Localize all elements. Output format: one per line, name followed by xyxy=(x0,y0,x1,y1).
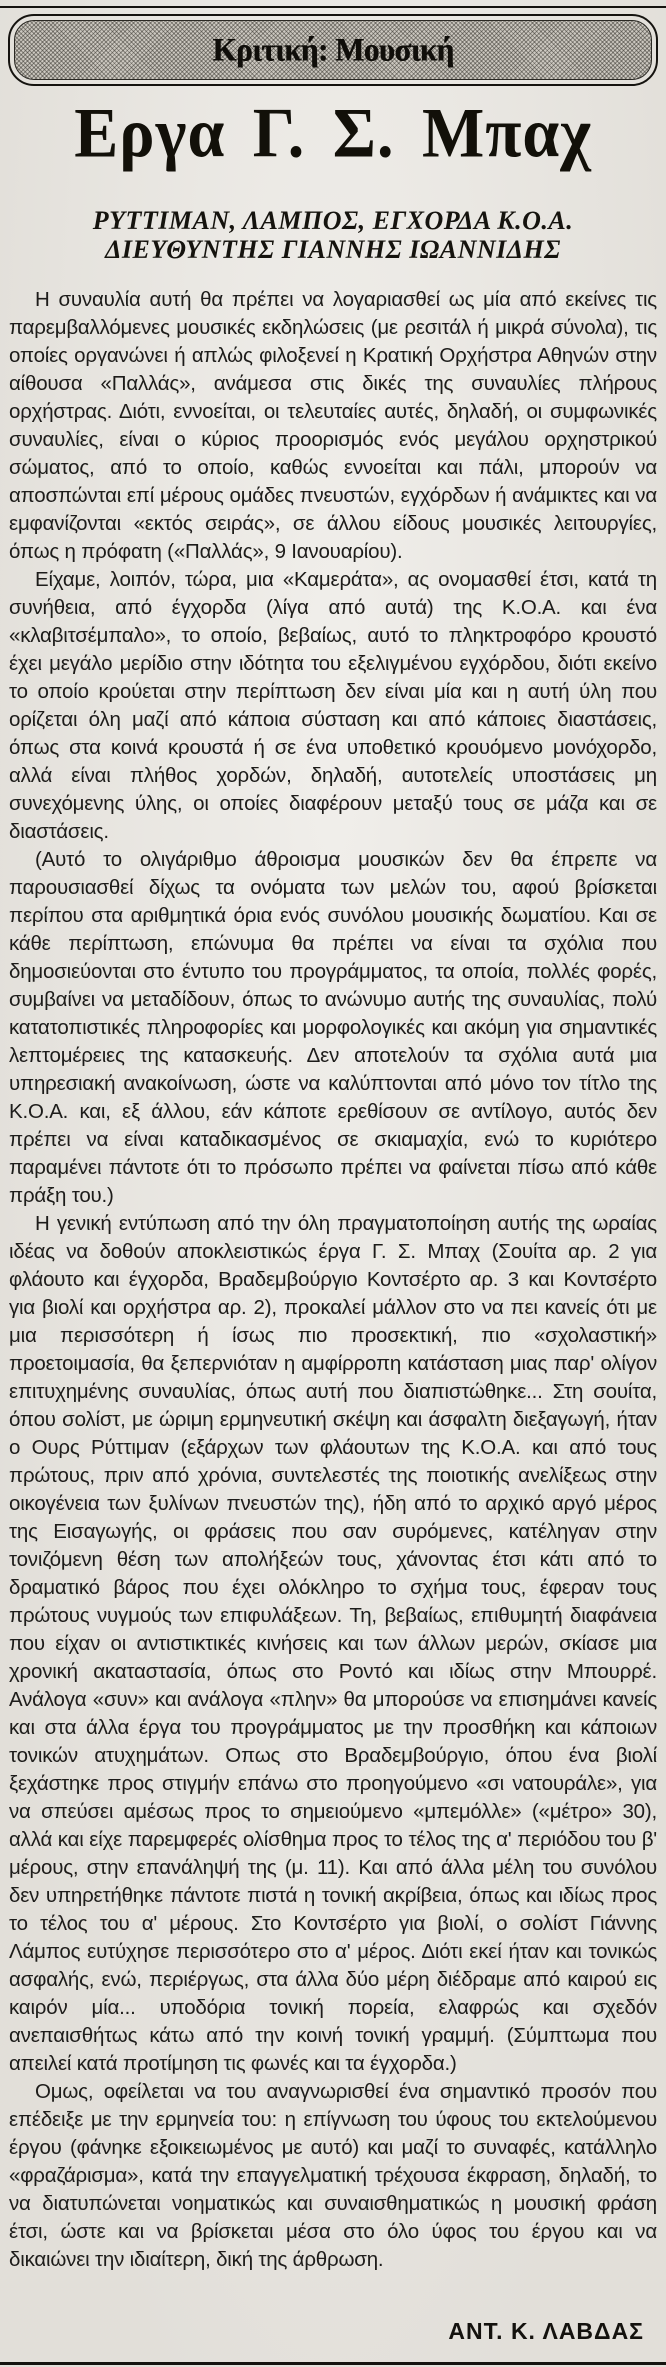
top-rule xyxy=(0,6,666,8)
paragraph-3: (Αυτό το ολιγάριθμο άθροισμα μουσικών δεν θα έπρεπε να παρουσιασθεί δίχως τα ονόματα των μελών του, αφού βρίσκεται περίπου στα αριθμητικά όρια ενός συνόλου μουσικής δωματίου. Και σε κάθε περίπτωση, επώνυμα θα πρέπει να είναι τα σχόλια που δημοσιεύονται στο έντυπο του προγράμματος, τα οποία, πολλές φορές, συμβαίνει να μεταδίδουν, όπως το ανώνυμο αυτής της συναυλίας, πολύ κατατοπιστικές πληροφορίες και μορφολογικές και ακόμη για σημαντικές λεπτομέρειες της κατασκευής. Δεν αποτελούν τα σχόλια αυτά μια υπηρεσιακή ανακοίνωση, ώστε να καλύπτονται από μόνο τον τίτλο της Κ.Ο.Α. και, εξ άλλου, εάν κάποτε ερεθίσουν σε αντίλογο, αυτός δεν πρέπει να είναι καταδικασμένος σε σκιαμαχία, ενώ το κυριότερο παραμένει πάντοτε ότι το πρόσωπο πρέπει να φαίνεται πίσω από κάθε πράξη του.) xyxy=(9,848,657,1207)
paragraph-1: Η συναυλία αυτή θα πρέπει να λογαριασθεί ως μία από εκείνες τις παρεμβαλλόμενες μουσικές εκδηλώσεις (με ρεσιτάλ ή μικρά σύνολα), τις οποίες οργανώνει ή απλώς φιλοξενεί η Κρατική Ορχήστρα Αθηνών στην αίθουσα «Παλλάς», ανάμεσα στις δικές της συναυλίες πλήρους ορχήστρας. Διότι, εννοείται, οι τελευταίες αυτές, δηλαδή, οι συμφωνικές συναυλίες, είναι ο κύριος προορισμός ενός μεγάλου ορχηστρικού σώματος, από το οποίο, καθώς εννοείται και πάλι, μπορούν να αποσπώνται επί μέρους ομάδες πνευστών, εγχόρδων ή ανάμικτες και να εμφανίζονται «εκτός σειράς», σε άλλου είδους μουσικές λειτουργίες, όπως η πρόφατη («Παλλάς», 9 Ιανουαρίου). xyxy=(9,288,657,563)
article-subtitle xyxy=(0,206,666,264)
article-body xyxy=(9,286,657,2274)
paragraph-5: Ομως, οφείλεται να του αναγνωρισθεί ένα σημαντικό προσόν που επέδειξε με την ερμηνεία του: η επίγνωση του ύφους του εκτελούμενου έργου (φάνηκε εξοικειωμένος με αυτό) και μαζί το συναφές, κατάλληλο «φραζάρισμα», κατά την επαγγελματική τρέχουσα έκφραση, δηλαδή, το να διατυπώνεται νοηματικώς και συναισθηματικώς η μουσική φράση έτσι, ώστε και να βρίσκεται μέσα στο όλο ύφος του έργου και να δικαιώνει την ιδιαίτερη, δική της άρθρωση. xyxy=(9,2080,657,2271)
paragraph-2: Είχαμε, λοιπόν, τώρα, μια «Καμεράτα», ας ονομασθεί έτσι, κατά τη συνήθεια, από έγχορδα (λίγα από αυτά) της Κ.Ο.Α. και ένα «κλαβιτσέμπαλο», το οποίο, βεβαίως, αυτό το πληκτροφόρο κρουστό έχει μεγάλο μερίδιο στην ιδότητα του εξελιγμένου εγχόρδου, διότι εκείνο το οποίο κρούεται στην περίπτωση δεν είναι μία και η αυτή ύλη που ορίζεται όλη μαζί από κάποια σύσταση και από κάποιες διαστάσεις, όπως στα κοινά κρουστά ή σε ένα υποθετικό κρουόμενο μονόχορδο, αλλά είναι πλήθος χορδών, δηλαδή, αυτοτελείς υποστάσεις μη συνεχόμενης ύλης, οι οποίες διαφέρουν μεταξύ τους σε μάζα και σε διαστάσεις. xyxy=(9,568,657,843)
subtitle-line-1: ΡΥΤΤΙΜΑΝ, ΛΑΜΠΟΣ, ΕΓΧΟΡΔΑ Κ.Ο.Α. xyxy=(92,206,574,235)
article-headline: Εργα Γ. Σ. Μπαχ xyxy=(74,94,592,173)
bottom-rule xyxy=(0,2362,666,2365)
subtitle-line-2: ΔΙΕΥΘΥΝΤΗΣ ΓΙΑΝΝΗΣ ΙΩΑΝΝΙΔΗΣ xyxy=(105,235,561,264)
byline: ΑΝΤ. Κ. ΛΑΒΔΑΣ xyxy=(448,2318,644,2344)
section-banner-label: Κριτική: Μουσική xyxy=(212,31,454,68)
section-banner-pill xyxy=(14,20,652,80)
paragraph-4: Η γενική εντύπωση από την όλη πραγματοποίηση αυτής της ωραίας ιδέας να δοθούν αποκλειστικώς έργα Γ. Σ. Μπαχ (Σουίτα αρ. 2 για φλάουτο και έγχορδα, Βραδεμβούργιο Κοντσέρτο αρ. 3 και Κοντσέρτο για βιολί και ορχήστρα αρ. 2), προκαλεί μάλλον στο να πει κανείς ότι με μια περισσότερη ή ίσως πιο προσεκτική, πιο «σχολαστική» προετοιμασία, θα ξεπερνιόταν η αμφίρροπη κατάσταση μιας παρ' ολίγον επιτυχημένης συναυλίας, όπως αυτή που διαπιστώθηκε... Στη σουίτα, όπου σολίστ, με ώριμη ερμηνευτική σκέψη και άσφαλτη διεξαγωγή, ήταν ο Ουρς Ρύττιμαν (εξάρχων των φλάουτων της Κ.Ο.Α. και από τους πρώτους, πριν από χρόνια, συντελεστές της ποιοτικής ανελίξεως στην οικογένεια των ξυλίνων πνευστών της), ήδη από το αρχικό αργό μέρος της Εισαγωγής, οι φράσεις που σαν συρόμενες, κατέληγαν στην τονιζόμενη θέση των απολήξεών τους, χάνοντας έτσι κάτι από το δραματικό βάρος που έχει ολόκληρο το σχήμα τους, έφεραν τους πρώτους νυγμούς των επιφυλάξεων. Τη, βεβαίως, επιθυμητή διαφάνεια που είχαν οι αντιστικτικές κινήσεις και των άλλων μερών, σκίασε μια χρονική ακαταστασία, όπως στο Ροντό και ιδίως στην Μπουρρέ. Ανάλογα «συν» και ανάλογα «πλην» θα μπορούσε να επισημάνει κανείς και στα άλλα έργα του προγράμματος με την προσθήκη και κάποιων τονικών ατυχημάτων. Οπως στο Βραδεμβούργιο, όπου ένα βιολί ξεχάστηκε προς στιγμήν επάνω στο προηγούμενο «σι νατουράλε», για να σπεύσει αμέσως προς το σημειούμενο «μπεμόλλε» («μέτρο» 30), αλλά και είχε παρεμφερές ολίσθημα προς το τέλος της α' περιόδου του β' μέρους, στην επανάληψή της (μ. 11). Και από άλλα μέλη του συνόλου δεν υπηρετήθηκε πάντοτε πιστά η τονική ακρίβεια, όπως και ιδίως προς το τέλος του α' μέρους. Στο Κοντσέρτο για βιολί, ο σολίστ Γιάννης Λάμπος ευτύχησε περισσότερο στο α' μέρος. Διότι εκεί ήταν και τονικώς ασφαλής, ενώ, περιέργως, στα άλλα δύο μέρη διέδραμε από καιρού εις καιρόν μία... υποδόρια τονική πορεία, ελαφρώς και σχεδόν ανεπαισθήτως κάτω από την κοινή τονική γραμμή. (Σύμπτωμα που απειλεί κατά προτίμηση τις φωνές και τα έγχορδα.) xyxy=(9,1212,657,2075)
section-banner xyxy=(8,14,658,86)
